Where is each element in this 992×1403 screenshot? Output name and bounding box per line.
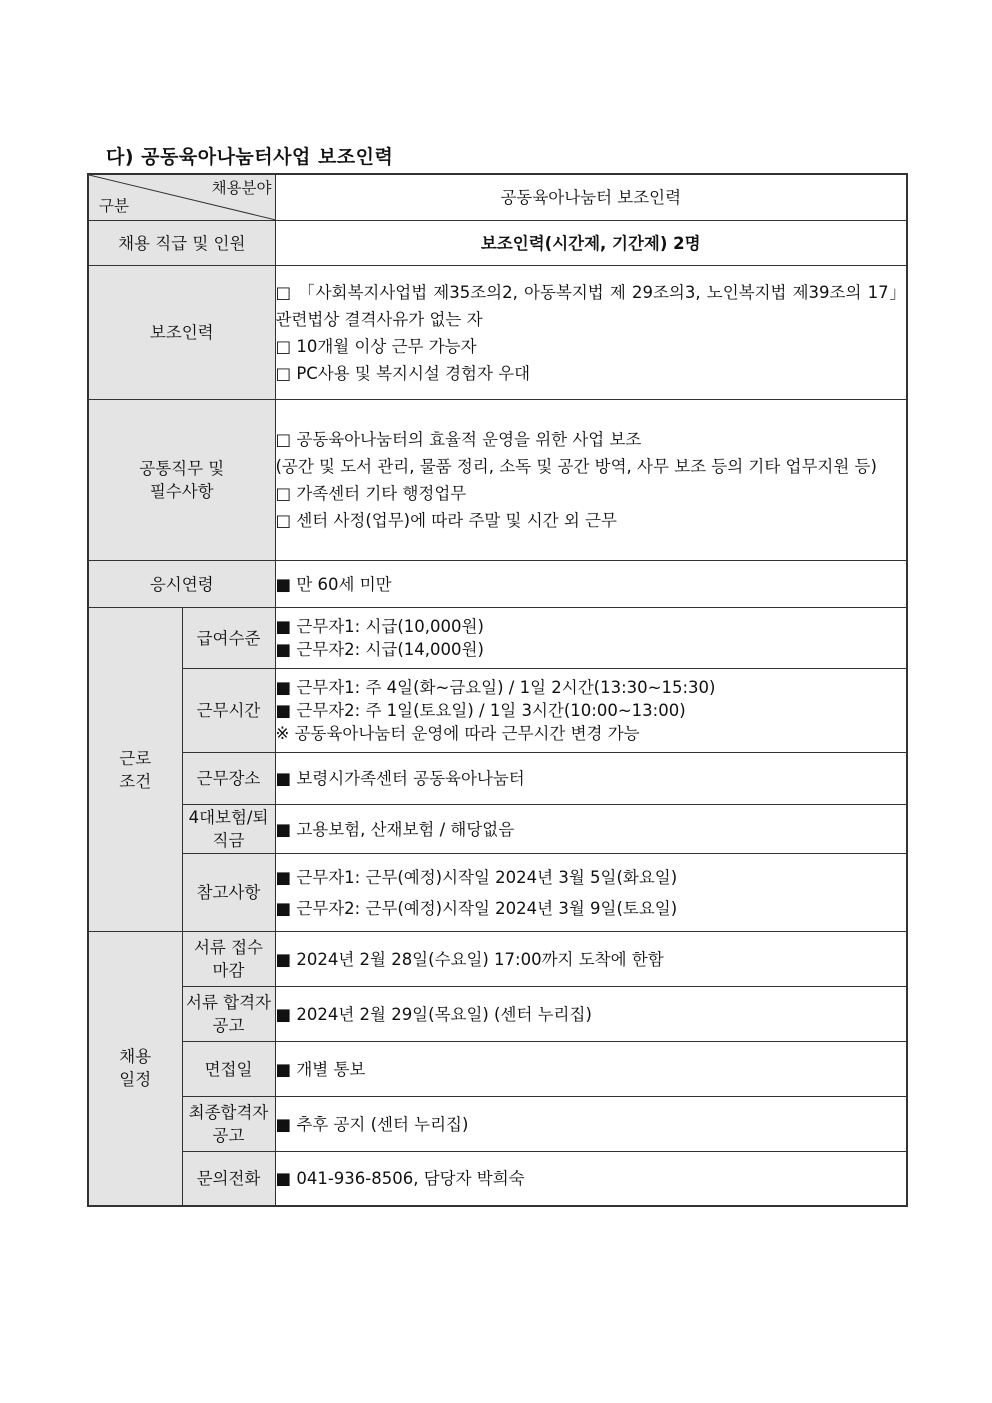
schedule-group-label: 채용 일정	[88, 932, 182, 1206]
diagonal-header-cell	[88, 174, 275, 221]
final-result-label: 최종합격자 공고	[182, 1097, 275, 1152]
contact-value: ■ 041-936-8506, 담당자 박희숙	[275, 1152, 907, 1206]
requirement-item: □ PC사용 및 복지시설 경험자 우대	[275, 363, 531, 383]
insurance-value: ■ 고용보험, 산재보험 / 해당없음	[275, 805, 907, 854]
assistant-label: 보조인력	[88, 266, 275, 400]
pay-row	[88, 608, 907, 669]
corner-bottom-label: 구분	[99, 197, 129, 215]
duties-row	[88, 400, 907, 561]
duties-list	[275, 400, 907, 561]
contact-label: 문의전화	[182, 1152, 275, 1206]
duties-label: 공통직무 및 필수사항	[88, 400, 275, 561]
hours-item: ■ 근무자2: 주 1일(토요일) / 1일 3시간(10:00~13:00)	[275, 701, 686, 720]
requirement-item: □ 「사회복지사업법 제35조의2, 아동복지법 제 29조의3, 노인복지법 제39조의 17」 관련법상 결격사유가 없는 자	[275, 282, 906, 329]
insurance-label: 4대보험/퇴 직금	[182, 805, 275, 854]
doc-result-value: ■ 2024년 2월 29일(목요일) (센터 누리집)	[275, 987, 907, 1042]
interview-row	[88, 1042, 907, 1097]
notes-item: ■ 근무자1: 근무(예정)시작일 2024년 3월 5일(화요일)	[275, 867, 678, 887]
duty-item: (공간 및 도서 관리, 물품 정리, 소독 및 공간 방역, 사무 보조 등의 기타 업무지원 등)	[275, 457, 877, 476]
position-label: 채용 직급 및 인원	[88, 221, 275, 266]
requirement-item: □ 10개월 이상 근무 가능자	[275, 336, 477, 356]
duty-item: □ 공동육아나눔터의 효율적 운영을 위한 사업 보조	[275, 430, 642, 449]
place-row	[88, 753, 907, 805]
age-value: ■ 만 60세 미만	[275, 561, 907, 608]
duty-item: □ 센터 사정(업무)에 따라 주말 및 시간 외 근무	[275, 511, 617, 530]
interview-label: 면접일	[182, 1042, 275, 1097]
final-result-value: ■ 추후 공지 (센터 누리집)	[275, 1097, 907, 1152]
position-row	[88, 221, 907, 266]
deadline-row	[88, 932, 907, 987]
notes-label: 참고사항	[182, 854, 275, 932]
conditions-group-label: 근로 조건	[88, 608, 182, 932]
interview-value: ■ 개별 통보	[275, 1042, 907, 1097]
notes-value	[275, 854, 907, 932]
final-result-row	[88, 1097, 907, 1152]
field-name: 공동육아나눔터 보조인력	[275, 174, 907, 221]
pay-label: 급여수준	[182, 608, 275, 669]
deadline-value: ■ 2024년 2월 28일(수요일) 17:00까지 도착에 한함	[275, 932, 907, 987]
hours-row	[88, 669, 907, 753]
notes-item: ■ 근무자2: 근무(예정)시작일 2024년 3월 9일(토요일)	[275, 898, 678, 918]
hours-item: ※ 공동육아나눔터 운영에 따라 근무시간 변경 가능	[275, 724, 640, 743]
hours-label: 근무시간	[182, 669, 275, 753]
position-value: 보조인력(시간제, 기간제) 2명	[275, 221, 907, 266]
doc-result-row	[88, 987, 907, 1042]
assistant-row	[88, 266, 907, 400]
header-row	[88, 174, 907, 221]
duty-item: □ 가족센터 기타 행정업무	[275, 484, 467, 503]
place-value: ■ 보령시가족센터 공동육아나눔터	[275, 753, 907, 805]
doc-result-label: 서류 합격자 공고	[182, 987, 275, 1042]
pay-value	[275, 608, 907, 669]
insurance-row	[88, 805, 907, 854]
pay-item: ■ 근무자1: 시급(10,000원)	[275, 617, 484, 636]
corner-top-label: 채용분야	[211, 179, 272, 197]
age-label: 응시연령	[88, 561, 275, 608]
place-label: 근무장소	[182, 753, 275, 805]
hours-item: ■ 근무자1: 주 4일(화~금요일) / 1일 2시간(13:30~15:30)	[275, 678, 716, 697]
hours-value	[275, 669, 907, 753]
section-title: 다) 공동육아나눔터사업 보조인력	[106, 146, 394, 168]
notes-row	[88, 854, 907, 932]
recruitment-table	[87, 173, 908, 1207]
pay-item: ■ 근무자2: 시급(14,000원)	[275, 640, 484, 659]
contact-row	[88, 1152, 907, 1206]
deadline-label: 서류 접수 마감	[182, 932, 275, 987]
age-row	[88, 561, 907, 608]
assistant-requirements	[275, 266, 907, 400]
